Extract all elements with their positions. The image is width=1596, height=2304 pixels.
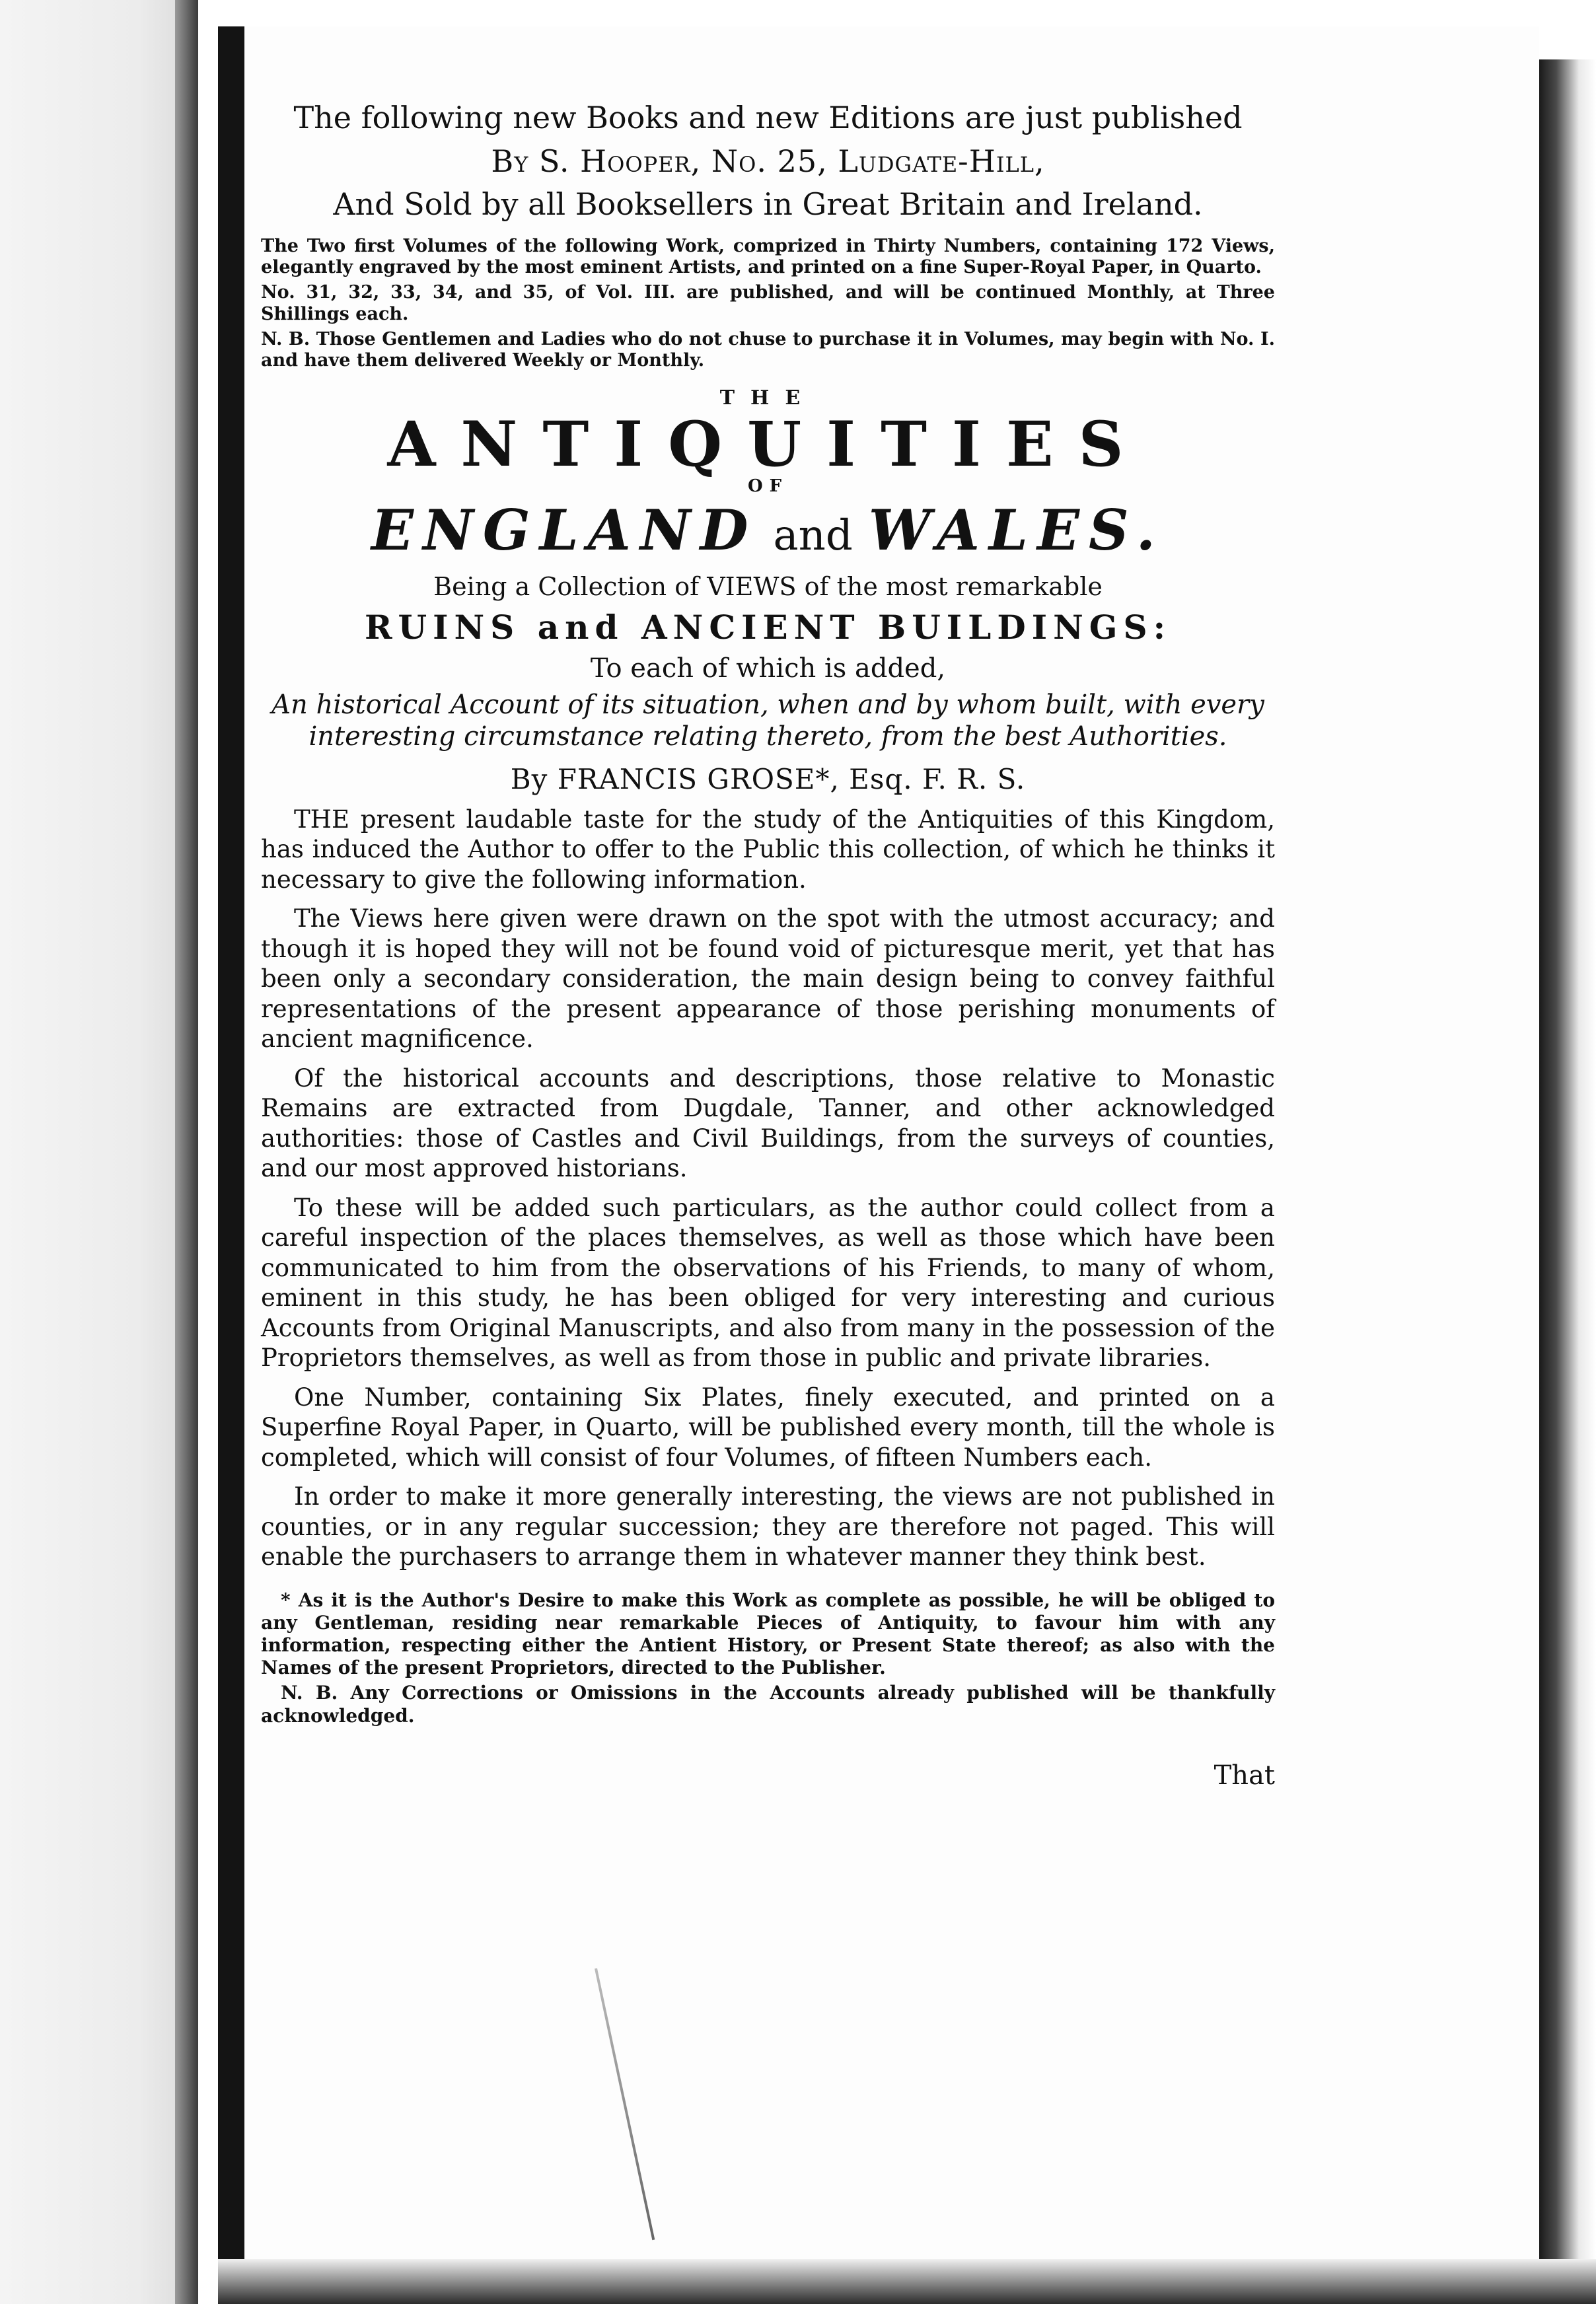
body-paragraph: One Number, containing Six Plates, finely executed, and printed on a Superfine Royal Paper, in Quarto, will be published every month, till the whole is completed, which will consist of four Volumes, of fifteen Numbers each. <box>261 1383 1275 1472</box>
page-content <box>261 99 1275 1791</box>
subtitle-being: Being a Collection of VIEWS of the most remarkable <box>433 571 1103 601</box>
body-paragraph: THE present laudable taste for the study of the Antiquities of this Kingdom, has induced the Author to offer to the Public this collection, of which he thinks it necessary to give the following information. <box>261 805 1275 894</box>
subtitle-ruins: RUINS and ANCIENT BUILDINGS: <box>364 607 1172 647</box>
volume-notice: The Two first Volumes of the following Work, comprized in Thirty Numbers, containing 172 Views, elegantly engraved by the most eminent Artists, and printed on a fine Super-Royal Paper, in Quarto. <box>261 235 1275 277</box>
page-right-edge <box>1539 59 1596 2304</box>
facing-page <box>0 0 198 2304</box>
footnote-request: * As it is the Author's Desire to make this Work as complete as possible, he will be obliged to any Gentleman, residing near remarkable Pieces of Antiquity, to favour him with any information, respecting either the Antient History, or Present State thereof; as also with the Names of the present Proprietors, directed to the Publisher. <box>261 1589 1275 1679</box>
publisher-address: By S. Hooper, No. 25, Ludgate-Hill, <box>491 143 1045 179</box>
title-the: THE <box>719 386 816 410</box>
body-paragraph: Of the historical accounts and descriptions, those relative to Monastic Remains are extracted from Dugdale, Tanner, and other acknowledged authorities: those of Castles and Civil Buildings, from the surveys of counties, and our most approved historians. <box>261 1063 1275 1183</box>
body-paragraph: The Views here given were drawn on the spot with the utmost accuracy; and though it is hoped they will not be found void of picturesque merit, yet that has been only a secondary consideration, the main design being to convey faithful representations of the present appearance of those perishing monuments of ancient magnificence. <box>261 904 1275 1054</box>
body-paragraph: In order to make it more generally interesting, the views are not published in counties, or in any regular succession; they are therefore not paged. This will enable the purchasers to arrange them in whatever manner they think best. <box>261 1482 1275 1571</box>
subtitle-added: To each of which is added, <box>590 653 946 684</box>
title-of: OF <box>747 476 789 497</box>
catchword: That <box>1214 1760 1275 1791</box>
book-binding <box>218 26 244 2286</box>
title-and: and <box>773 511 853 561</box>
author-line: By FRANCIS GROSE*, Esq. F. R. S. <box>510 762 1026 795</box>
publisher-distribution: And Sold by all Booksellers in Great Britain and Ireland. <box>333 186 1203 222</box>
facing-page-edge <box>175 0 198 2304</box>
title-wales: WALES. <box>868 497 1165 563</box>
nb-notice: N. B. Those Gentlemen and Ladies who do not chuse to purchase it in Volumes, may begin with No. I. and have them delivered Weekly or Monthly. <box>261 329 1275 371</box>
subtitle-account: An historical Account of its situation, when and by whom built, with every interesting circumstance relating thereto, from the best Authorities. <box>272 689 1264 752</box>
title-antiquities: ANTIQUITIES <box>387 408 1149 481</box>
numbers-notice: No. 31, 32, 33, 34, and 35, of Vol. III. are published, and will be continued Monthly, at Three Shillings each. <box>261 282 1275 324</box>
page-bottom-edge <box>218 2259 1596 2304</box>
publisher-heading: The following new Books and new Editions are just published <box>293 100 1243 135</box>
title-england-wales <box>261 499 1275 563</box>
body-paragraph: To these will be added such particulars, as the author could collect from a careful inspection of the places themselves, as well as those which have been communicated to him from the observations of his Friends, to many of whom, eminent in this study, he has been obliged for very interesting and curious Accounts from Original Manuscripts, and also from many in the possession of the Proprietors themselves, as well as from those in public and private libraries. <box>261 1193 1275 1373</box>
title-england: ENGLAND <box>371 497 758 563</box>
footnote-corrections: N. B. Any Corrections or Omissions in the Accounts already published will be thankfully acknowledged. <box>261 1682 1275 1727</box>
